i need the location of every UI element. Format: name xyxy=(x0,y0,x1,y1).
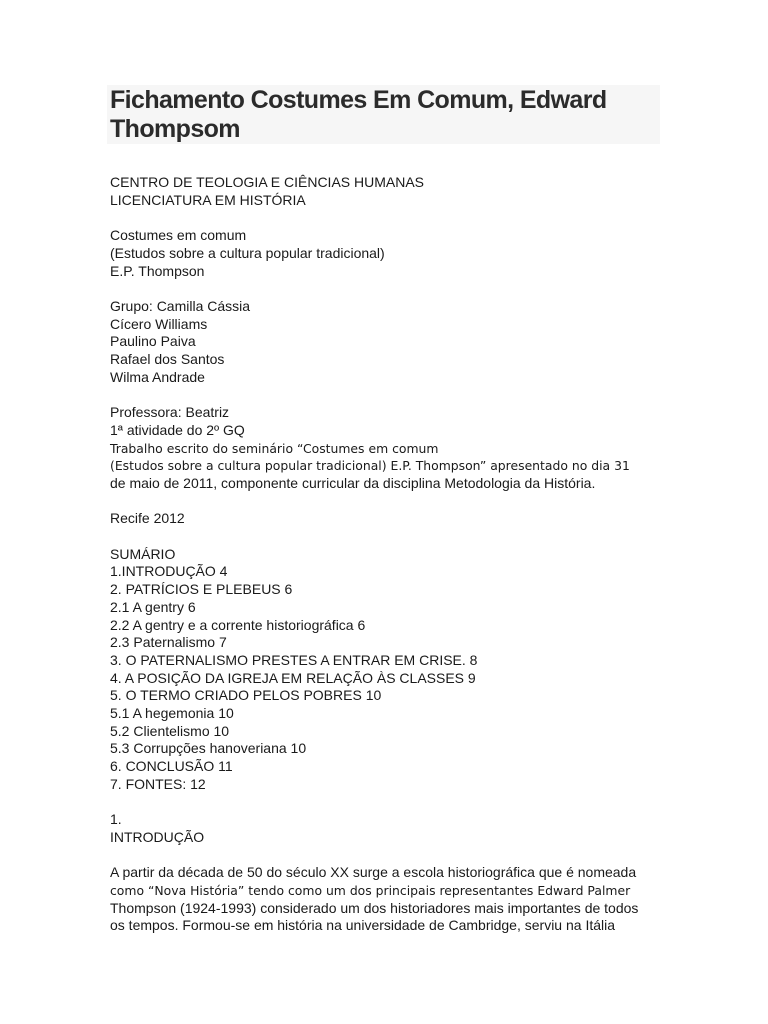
summary-item: 3. O PATERNALISMO PRESTES A ENTRAR EM CRISE. 8 xyxy=(110,651,478,668)
summary-item: 2.1 A gentry 6 xyxy=(110,598,196,615)
group-line: Paulino Paiva xyxy=(110,333,196,350)
document-body xyxy=(110,174,670,935)
activity-line: 1ª atividade do 2º GQ xyxy=(110,421,245,438)
summary-item: 2.3 Paternalismo 7 xyxy=(110,634,227,651)
book-line: Costumes em comum xyxy=(110,227,247,244)
group-line: Grupo: Camilla Cássia xyxy=(110,297,251,314)
section-number: 1. xyxy=(110,811,122,828)
group-line: Cícero Williams xyxy=(110,315,208,332)
summary-item: 1.INTRODUÇÃO 4 xyxy=(110,563,228,580)
book-line: (Estudos sobre a cultura popular tradicional) xyxy=(110,244,385,261)
place-date: Recife 2012 xyxy=(110,510,185,527)
group-line: Rafael dos Santos xyxy=(110,351,225,367)
summary-item: 5.3 Corrupções hanoveriana 10 xyxy=(110,740,307,757)
summary-item: 5.1 A hegemonia 10 xyxy=(110,705,234,722)
summary-item: 7. FONTES: 12 xyxy=(110,775,206,792)
header-line: CENTRO DE TEOLOGIA E CIÊNCIAS HUMANAS xyxy=(110,174,425,190)
summary-item: 5. O TERMO CRIADO PELOS POBRES 10 xyxy=(110,687,382,704)
summary-item: 2.2 A gentry e a corrente historiográfica 6 xyxy=(110,616,366,633)
professor-line: Professora: Beatriz xyxy=(110,404,230,421)
summary-heading: SUMÁRIO xyxy=(110,545,176,562)
summary-item: 5.2 Clientelismo 10 xyxy=(110,722,230,739)
document-title: Fichamento Costumes Em Comum, Edward Thompsom xyxy=(110,86,607,143)
seminar-line: de maio de 2011, componente curricular da disciplina Metodologia da História. xyxy=(110,474,596,491)
intro-paragraph-line: como “Nova História” tendo como um dos principais representantes Edward Palmer xyxy=(110,883,631,899)
seminar-line: (Estudos sobre a cultura popular tradicional) E.P. Thompson” apresentado no dia 31 xyxy=(110,458,630,474)
intro-paragraph-line: os tempos. Formou-se em história na universidade de Cambridge, serviu na Itália xyxy=(110,917,616,934)
summary-item: 2. PATRÍCIOS E PLEBEUS 6 xyxy=(110,581,293,598)
header-line: LICENCIATURA EM HISTÓRIA xyxy=(110,191,306,208)
section-heading: INTRODUÇÃO xyxy=(110,828,205,845)
seminar-line: Trabalho escrito do seminário “Costumes em comum xyxy=(110,440,439,456)
book-line: E.P. Thompson xyxy=(110,262,205,279)
group-line: Wilma Andrade xyxy=(110,368,205,385)
intro-paragraph-line: A partir da década de 50 do século XX surge a escola historiográfica que é nomeada xyxy=(110,864,637,881)
summary-item: 4. A POSIÇÃO DA IGREJA EM RELAÇÃO ÀS CLASSES 9 xyxy=(110,669,476,686)
intro-paragraph-line: Thompson (1924-1993) considerado um dos historiadores mais importantes de todos xyxy=(110,899,639,916)
summary-item: 6. CONCLUSÃO 11 xyxy=(110,758,233,775)
